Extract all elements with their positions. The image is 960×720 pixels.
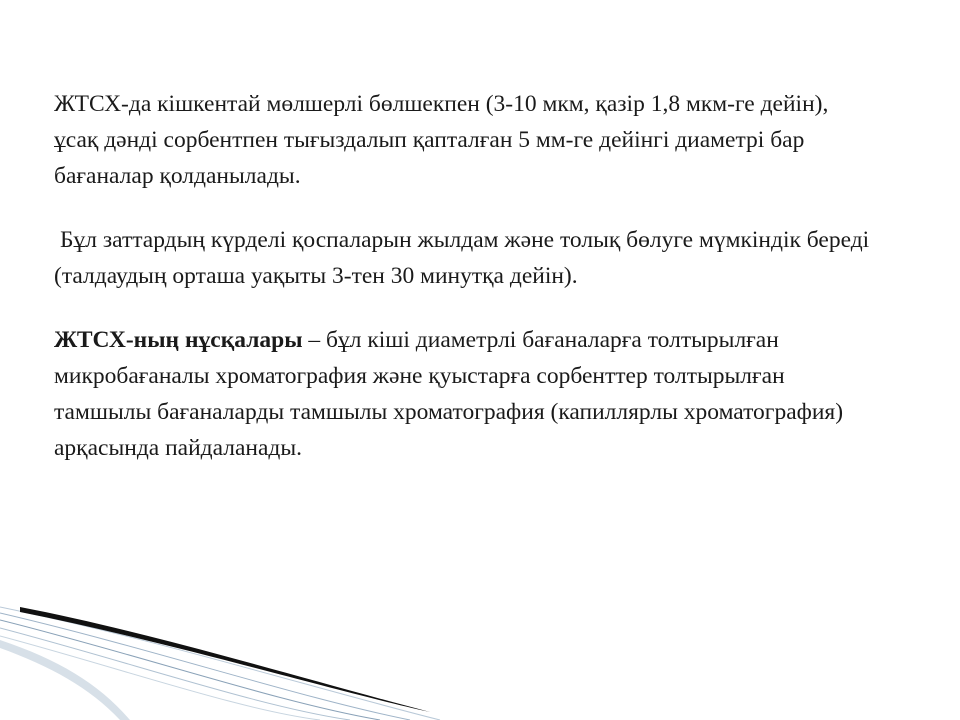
paragraph-3	[54, 322, 874, 466]
paragraph-3-term: ЖТСХ-ның нұсқалары	[54, 327, 303, 353]
slide-body	[54, 86, 874, 494]
paragraph-1-text: ЖТСХ-да кішкентай мөлшерлі бөлшекпен (3-10 мкм, қазір 1,8 мкм-ге дейін), ұсақ дәнді сорбентпен тығыздалып қапталған 5 мм-ге дейінгі диаметрі бар бағаналар қолданылады.	[54, 91, 829, 189]
paragraph-2-text: Бұл заттардың күрделі қоспаларын жылдам және толық бөлуге мүмкіндік береді (талдаудың орташа уақыты 3-тен 30 минутқа дейін).	[54, 227, 870, 289]
paragraph-3-text: – бұл кіші диаметрлі бағаналарға толтырылған микробағаналы хроматография және қуыстарға сорбенттер толтырылған тамшылы бағаналарды тамшылы хроматография (капиллярлы хроматография) арқасында пайдаланады.	[54, 327, 844, 461]
paragraph-2	[54, 222, 874, 294]
paragraph-1	[54, 86, 874, 194]
